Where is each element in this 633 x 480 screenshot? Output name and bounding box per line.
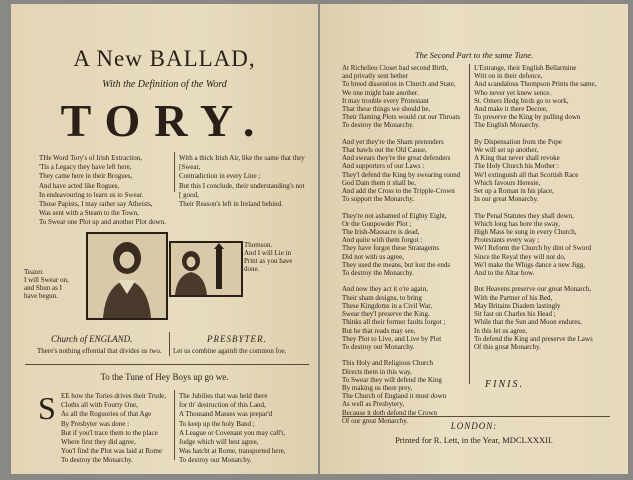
verse-line: To preserve the King by pulling down [474,113,581,122]
verse-line: High Mass be sung in every Church, [474,228,577,237]
verse-line [474,203,596,211]
verse-line: Was hatcht at Rome, transported here, [179,447,286,456]
verse-line: As well as Presbytery, [342,400,405,409]
verse-line: They'l defend the King by swearing round [342,170,461,179]
verse-line: And supporters of our Laws : [342,162,425,171]
verse-line: Those Papists, I may rather say Atheists, [39,200,153,209]
verse-line: Or the Gunpowder Plot ; [342,219,412,228]
verse-line: This Holy and Religious Church [342,359,433,368]
tune-line: To the Tune of Hey Boys up go we. [100,372,229,382]
verse-line: It may trouble every Protestant [342,96,429,105]
verse-line: The Penal Statutes they shall down, [474,211,574,220]
verse-line [342,203,460,211]
song-divider [174,390,175,460]
verse-line: Their flaming Plots would cut our Throats [342,113,461,122]
verse-line: They're not ashamed of Eighty Eight, [342,211,447,220]
verse-line: They came here in their Brogues, [39,172,133,181]
verse-right [179,154,305,209]
verse-line: And scandalous Thompson Prints the same, [474,80,597,89]
verse-line: To destroy the Monarchy. [61,456,133,465]
section-rule [25,364,309,365]
verse-line: But he that reads may see, [342,326,416,335]
verse-line: With a thick Irish Air, like the same that they [179,154,305,162]
imprint-london: LONDON: [450,421,498,431]
verse-line: A League or Covenant you may call't, [179,428,286,437]
imprint-printed: Printed for R. Lett, in the Year, MDCLXXXII. [395,435,553,445]
verse-line: Directs them in this way, [342,367,412,376]
verse-line: THe Word Tory's of Irish Extraction, [39,154,142,162]
verse-line: The Jubilies that was held there [179,392,268,400]
finis: FINIS. [485,379,524,390]
verse-line: Which favours Heresie, [474,178,541,187]
verse-left [39,154,166,228]
verse-line: Because it doth defend the Crown [342,408,438,417]
verse-line: To breed dissention in Church and State, [342,80,456,89]
verse-line: Swear they'l preserve the King. [342,310,430,319]
verse-line: We'l make the Whigs dance a new Jigg, [474,260,585,269]
presbyter-motto: Let us combine againft the common foe. [173,347,287,355]
verse-line: St. Omers Hedg birds go to work, [474,96,569,105]
verse-line: To support the Monarchy. [342,195,415,204]
thomson-caption [244,241,292,273]
verse-line: Of our great Monarchy. [342,416,409,425]
thomson-figure-icon [171,243,241,295]
verse-line: Contradiction in every Line ; [179,172,261,181]
verse-line: The Irish-Massacre is dead, [342,228,420,237]
church-label: Church of ENGLAND. [51,334,133,344]
verse-line [474,277,596,285]
verse-line: With the Partner of his Bed, [474,293,553,302]
verse-line: Was sent with a Steam to the Town, [39,209,139,218]
drop-cap: S [38,390,56,426]
verse-line: And make it there Decree, [474,105,548,114]
second-part-col1 [342,64,460,425]
verse-line: To defend the King and preserve the Laws [474,334,593,343]
verse-line [342,130,460,138]
second-part-col2 [474,64,596,351]
verse-line: and privatly sent hether [342,72,408,81]
verse-line: A Thousand Masses was prepar'd [179,410,273,419]
verse-line: We will set up another, [474,146,539,155]
verse-line: The Church of England it must down [342,392,447,401]
verse-line: In our great Monarchy. [474,195,539,204]
song-right [179,392,286,466]
verse-line: 'Tis a Legacy they have left here, [39,163,132,172]
verse-line: You'l find the Plot was laid at Rome [61,447,163,456]
verse-line: To destroy the Monarchy. [342,121,414,130]
verse-line: We one might hate another. [342,88,419,97]
verse-line: They have forgot these Stratagems [342,244,440,253]
verse-line: Where first they did agree, [61,438,136,447]
verse-line: Which long has bore the sway, [474,219,560,228]
verse-line: That these things we should be, [342,105,431,114]
verse-line: Print as you have [244,257,293,265]
verse-line: As all the Roguories of that Age [61,410,152,419]
verse-line: [ good, [179,190,199,199]
verse-line: But this I conclude, their understanding's not [179,181,305,190]
verse-line: Their Reason's left in Ireland behind. [179,200,283,209]
verse-line: At Richelieu Closet had second Birth, [342,64,449,72]
verse-line: L'Estrange, their English Bellarmine [474,64,577,72]
verse-line: Did not with us agree, [342,252,405,261]
verse-line: But if you'l trace them to the place [61,428,158,437]
teazer-figure-icon [88,234,166,318]
verse-line: Who never yet knew sence. [474,88,552,97]
verse-line: Of this great Monarchy. [474,342,541,351]
verse-line: and Shun as I [24,284,62,292]
presbyter-label: PRESBYTER. [207,334,267,344]
verse-line: God Dam them it shall be, [342,178,416,187]
verse-line: The Holy Church his Mother : [474,162,559,171]
verse-line: That bawls out the Old Cause, [342,146,427,155]
verse-line: We'l extinguish all that Scottish Race [474,170,579,179]
left-page [11,4,318,474]
verse-line: have begun. [24,292,58,300]
verse-line: Set up a Roman in his place, [474,187,554,196]
verse-line: By Dispensation from the Pope [474,137,562,146]
verse-line: Cloths all with Fourty One, [61,401,138,410]
verse-line: To Swear one Plot up and another Plot down. [39,218,166,227]
verse-line: Writ on in their defence, [474,72,543,81]
verse-line: To destroy our Monarchy. [179,456,252,465]
verse-line: Sit fast on Charles his Head ; [474,310,556,319]
verse-line: And have acted like Rogues, [39,181,120,190]
verse-line: Since the Reyal they will not do, [474,252,566,261]
second-part-divider [469,64,470,384]
teazer-caption [24,268,69,300]
verse-line: By Presbyter was done : [61,419,130,428]
verse-line: We'l Reform the Church by dint of Sword [474,244,592,253]
ballad-subtitle: With the Definition of the Word [102,79,227,90]
verse-line: Thinks all their former faults forgot ; [342,318,446,327]
song-left [61,392,166,466]
ballad-word: TORY. [60,95,269,146]
verse-line: And yet they're the Sham pretenders [342,137,444,146]
verse-line: Teazer. [24,268,44,276]
verse-line: They used the means, but lost the ends [342,260,451,269]
verse-line: And quite with them forgot : [342,236,423,245]
verse-line [474,130,596,138]
verse-line: And I will Lie in [244,249,292,257]
verse-line: While that the Sun and Moon endures, [474,318,582,327]
verse-line: for th' destruction of this Land, [179,401,266,410]
church-motto: There's nothing effential that divides us two. [37,347,162,355]
teazer-portrait [86,232,168,320]
verse-line: Protestants every way ; [474,236,540,245]
verse-line: In this let us agree, [474,326,528,335]
verse-line: To keep up the holy Band ; [179,419,255,428]
motto-divider [169,332,170,356]
verse-line: To Swear they will defend the King [342,375,442,384]
verse-line [342,351,460,359]
column-divider [174,152,175,192]
verse-line: I will Swear on, [24,276,69,284]
verse-line: May Britains Diadem lastingly [474,301,561,310]
thomson-portrait [169,241,243,297]
verse-line: And now they act it o're again, [342,285,428,294]
verse-line: [Swear, [179,163,201,172]
second-part-title: The Second Part to the same Tune. [414,50,534,60]
verse-line: And swears they're the great defenders [342,154,451,163]
imprint-rule [342,416,610,417]
verse-line: By making us there prey, [342,383,413,392]
verse-line: But Heavens preserve our great Monarch, [474,285,592,294]
verse-line: These Kingdoms in a Civil War, [342,301,433,310]
verse-line: Judge which will best agree, [179,438,259,447]
verse-line: They Plot to Live, and Live by Plot [342,334,442,343]
verse-line: The English Monarchy. [474,121,540,130]
ballad-title: A New BALLAD, [73,46,256,71]
verse-line: In endeavouring to learn us to Swear. [39,190,144,199]
verse-line: done. [244,265,260,273]
right-page [320,4,628,474]
verse-line: And to the Altar bow. [474,269,535,278]
verse-line: To destroy the Monarchy. [342,269,414,278]
verse-line: And add the Cross to the Tripple-Crown [342,187,455,196]
verse-line: Thomson. [244,241,273,249]
verse-line: EE how the Tories drives their Trude, [61,392,166,400]
verse-line: To destroy our Monarchy. [342,342,415,351]
verse-line: Their sham designs, to bring [342,293,422,302]
verse-line [342,277,460,285]
verse-line: A King that never shall revoke [474,154,560,163]
